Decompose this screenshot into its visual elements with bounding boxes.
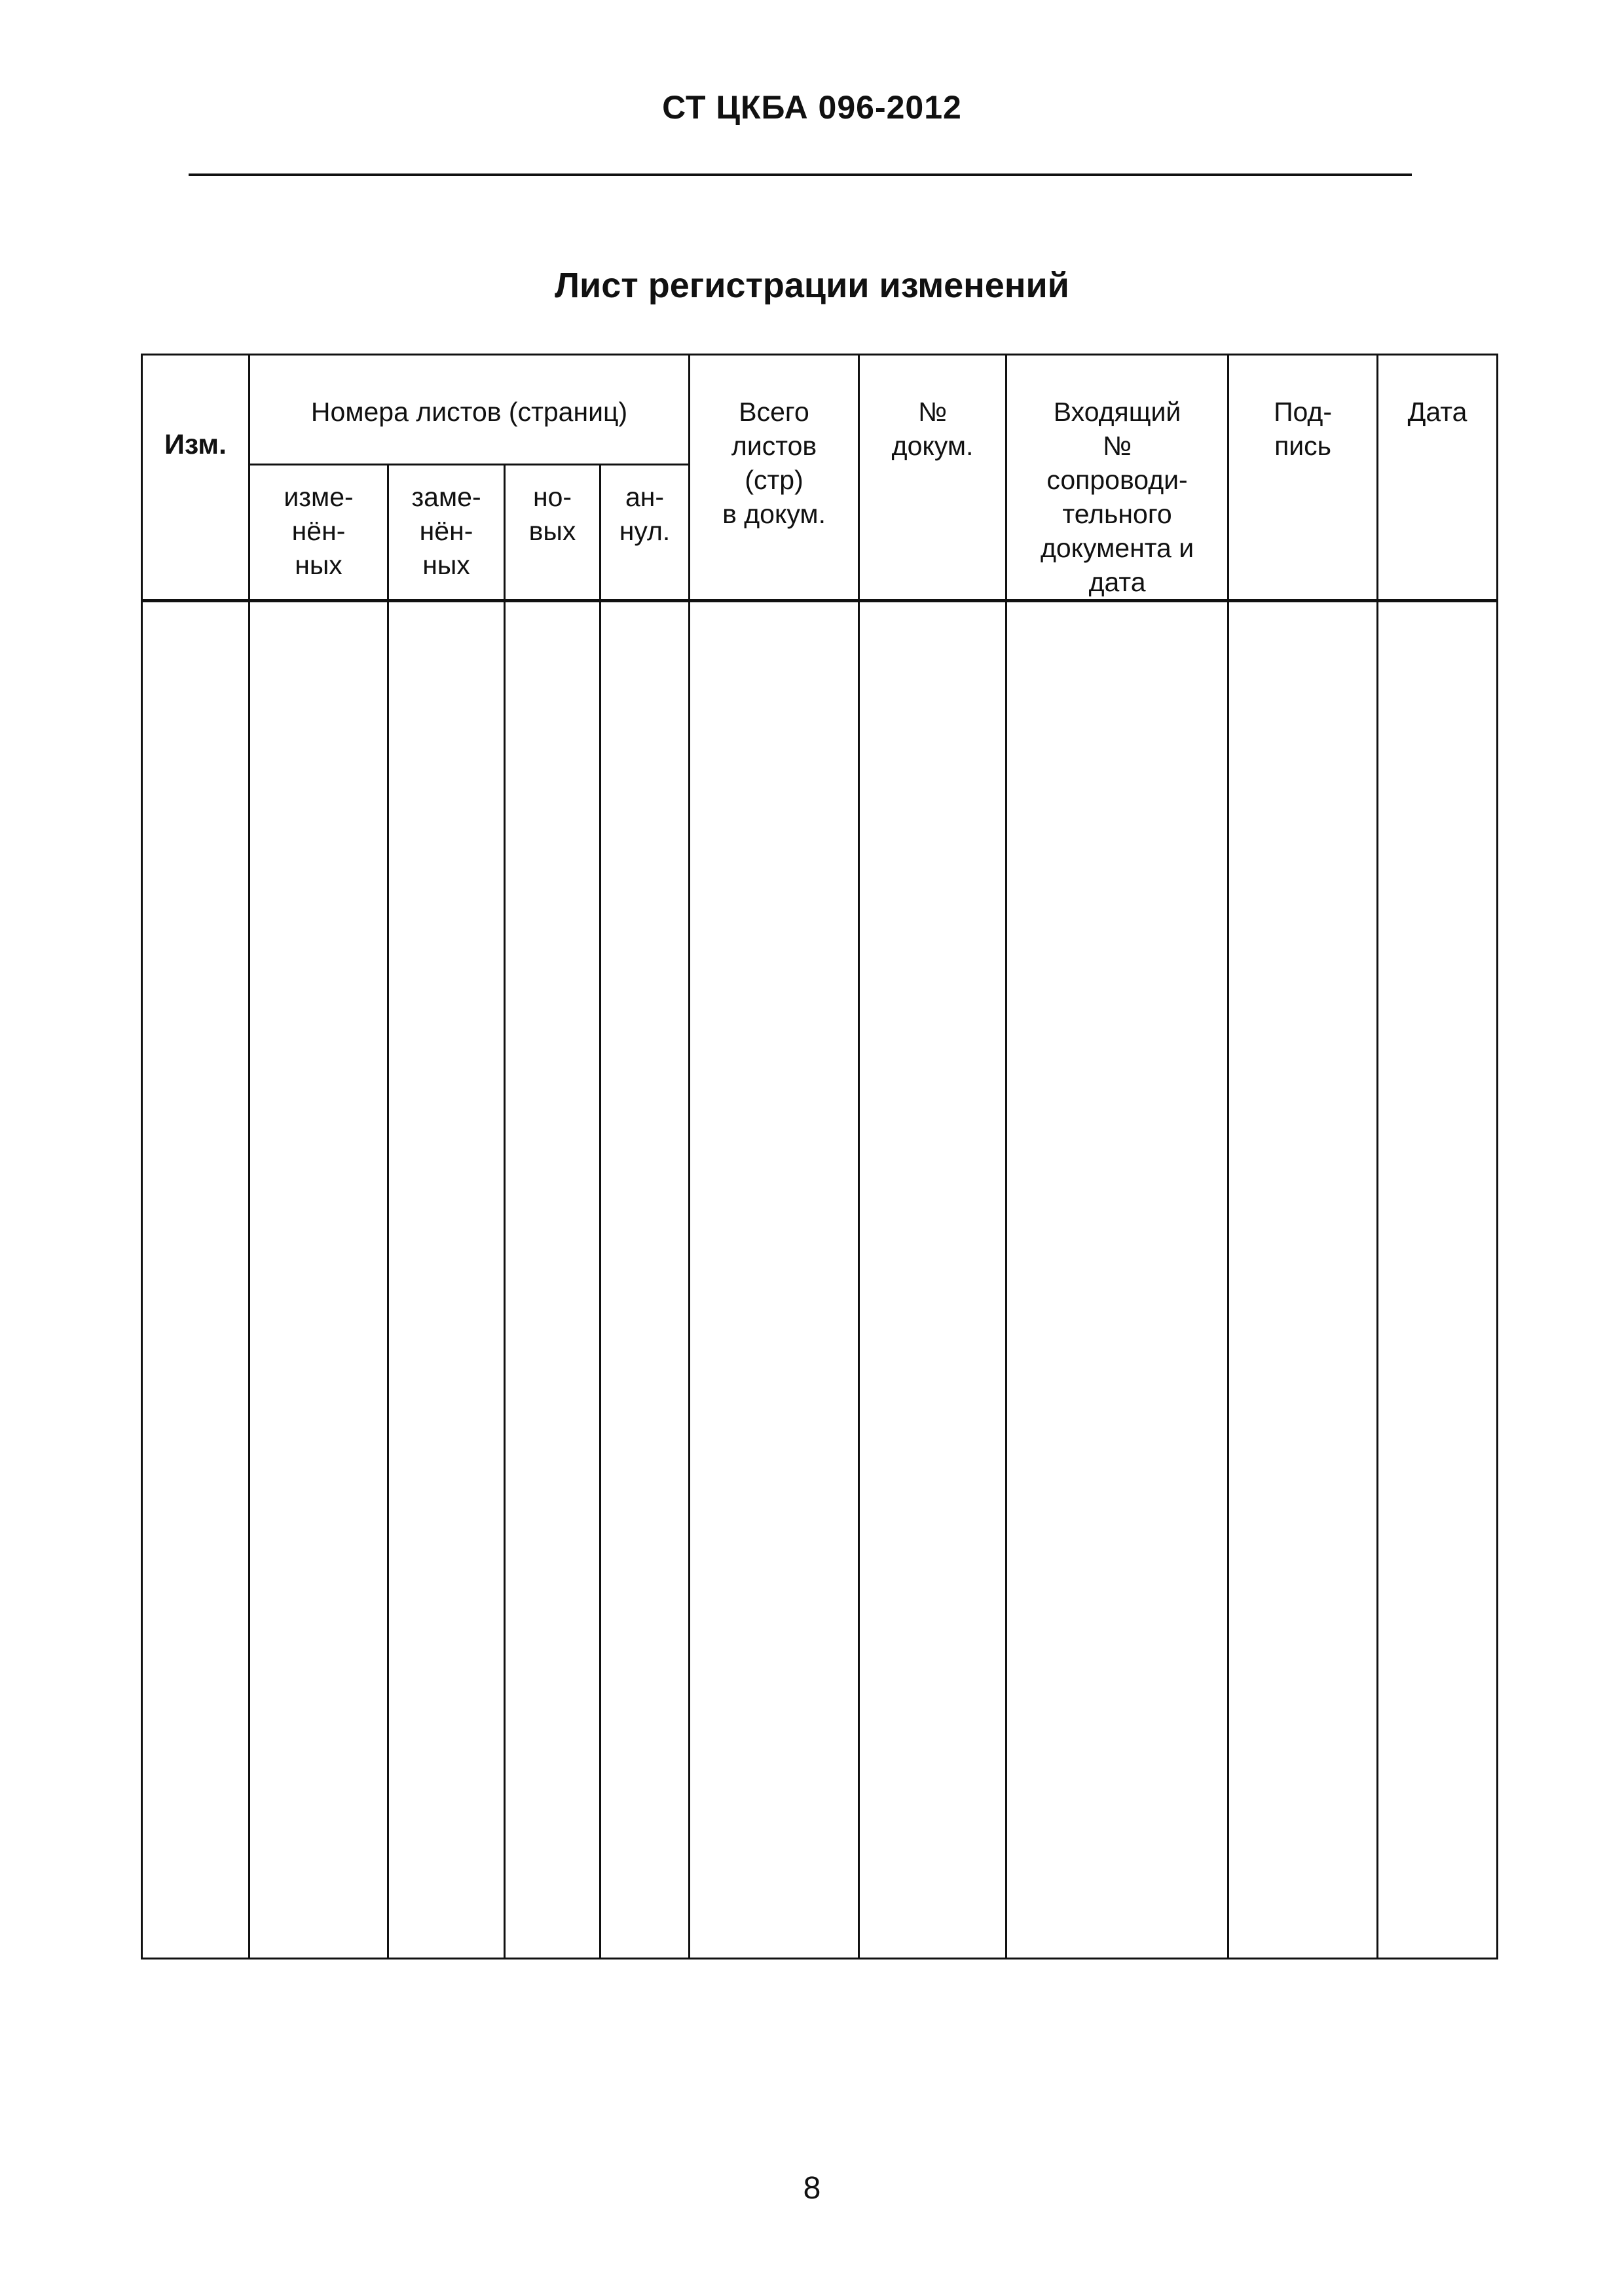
cell-changed[interactable] [249, 601, 388, 1959]
page-number: 8 [803, 2171, 821, 2206]
header-rule [189, 173, 1412, 176]
header-sheet-numbers: Номера листов (страниц) [249, 355, 690, 465]
cell-date[interactable] [1378, 601, 1498, 1959]
cell-annulled[interactable] [600, 601, 690, 1959]
cell-doc-number[interactable] [859, 601, 1006, 1959]
cell-total-sheets[interactable] [690, 601, 859, 1959]
cell-new[interactable] [505, 601, 600, 1959]
cell-signature[interactable] [1228, 601, 1378, 1959]
cell-izm[interactable] [142, 601, 249, 1959]
header-total-sheets: Всего листов (стр) в докум. [690, 355, 859, 601]
document-code: СТ ЦКБА 096-2012 [662, 89, 962, 126]
header-new: но- вых [505, 464, 600, 600]
header-izm: Изм. [142, 355, 249, 601]
header-annulled: ан- нул. [600, 464, 690, 600]
header-doc-number: № докум. [859, 355, 1006, 601]
cell-incoming-doc[interactable] [1006, 601, 1228, 1959]
header-changed: изме- нён- ных [249, 464, 388, 600]
change-registration-table [141, 354, 1498, 1959]
header-signature: Под- пись [1228, 355, 1378, 601]
header-replaced: заме- нён- ных [388, 464, 505, 600]
table-row [142, 601, 1498, 1959]
header-incoming-doc: Входящий № сопроводи- тельного документа и дата [1006, 355, 1228, 601]
page-title: Лист регистрации изменений [555, 266, 1069, 305]
header-date: Дата [1378, 355, 1498, 601]
cell-replaced[interactable] [388, 601, 505, 1959]
